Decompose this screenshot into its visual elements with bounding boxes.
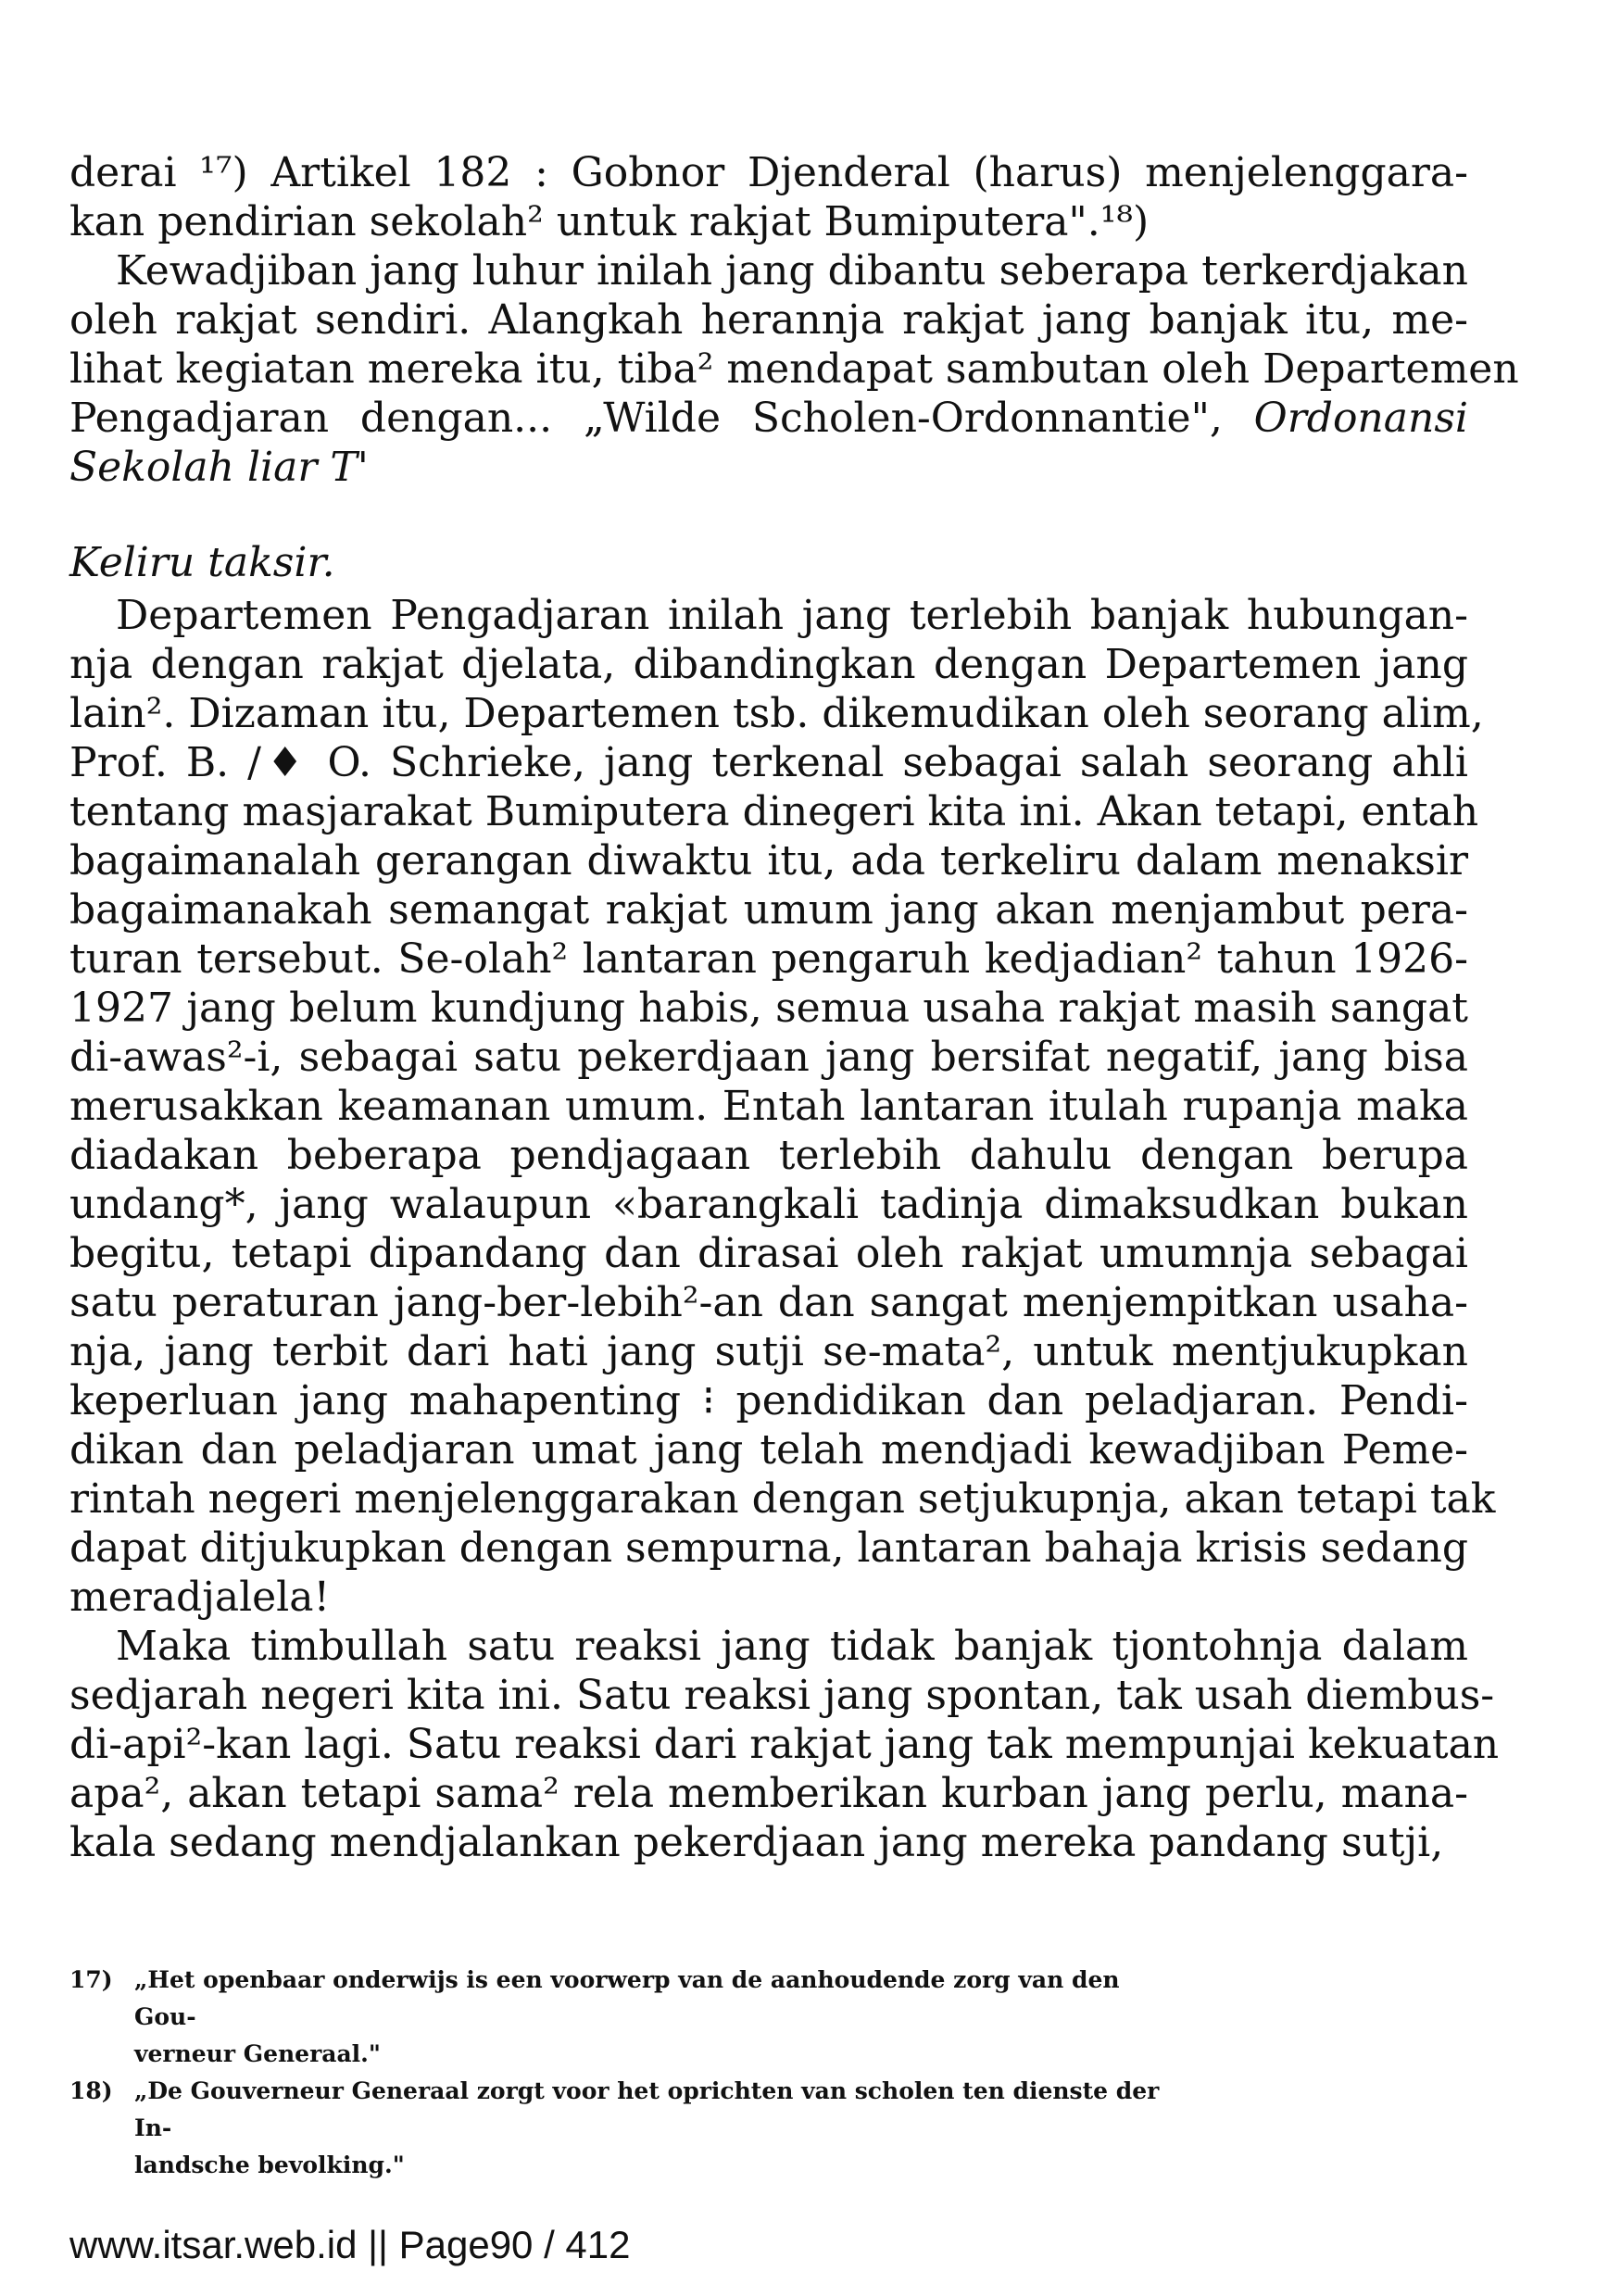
section-heading: Keliru taksir.: [69, 539, 335, 586]
paragraph-2: [69, 246, 1519, 492]
text-line: dikan dan peladjaran umat jang telah mendjadi kewadjiban Peme-: [69, 1426, 1468, 1474]
text-line: begitu, tetapi dipandang dan dirasai oleh rakjat umumnja sebagai: [69, 1230, 1468, 1277]
paragraph-3: [69, 591, 1496, 1622]
text-line: [69, 394, 1468, 443]
text-line: kan pendirian sekolah² untuk rakjat Bumiputera".¹⁸): [69, 198, 1150, 245]
footnote-line: landsche bevolking.": [134, 2152, 405, 2178]
text-line: merusakkan keamanan umum. Entah lantaran itulah rupanja maka: [69, 1083, 1468, 1130]
text-line: di-awas²-i, sebagai satu pekerdjaan jang bersifat negatif, jang bisa: [69, 1034, 1468, 1081]
footnote-number: 17): [69, 1966, 113, 1993]
text-line: sedjarah negeri kita ini. Satu reaksi jang spontan, tak usah diembus-: [69, 1672, 1495, 1719]
text-line: lihat kegiatan mereka itu, tiba² mendapat sambutan oleh Departemen: [69, 345, 1519, 393]
paragraph-4: [69, 1622, 1500, 1867]
footnote-text: [134, 2073, 1162, 2184]
text-line: dapat ditjukupkan dengan sempurna, lantaran bahaja krisis sedang: [69, 1524, 1468, 1572]
footnote-text: [134, 1962, 1162, 2073]
page-footer: www.itsar.web.id || Page90 / 412: [69, 2223, 631, 2266]
text-line: Sekolah liar T': [69, 444, 369, 491]
text-line: Kewadjiban jang luhur inilah jang dibantu seberapa terkerdjakan: [116, 247, 1468, 295]
text-line: undang*, jang walaupun «barangkali tadinja dimaksudkan bukan: [69, 1181, 1468, 1228]
text-line: meradjalela!: [69, 1574, 331, 1621]
text-line: satu peraturan jang-ber-lebih²-an dan sangat menjempitkan usaha-: [69, 1279, 1468, 1326]
text-line: nja dengan rakjat djelata, dibandingkan dengan Departemen jang: [69, 641, 1468, 688]
text-line: diadakan beberapa pendjagaan terlebih dahulu dengan berupa: [69, 1132, 1468, 1179]
footnote-line: verneur Generaal.": [134, 2040, 381, 2067]
footnotes: [69, 1962, 1162, 2184]
text-line: di-api²-kan lagi. Satu reaksi dari rakjat jang tak mempunjai kekuatan: [69, 1721, 1500, 1768]
text-line: 1927 jang belum kundjung habis, semua usaha rakjat masih sangat: [69, 985, 1468, 1032]
text-line: tentang masjarakat Bumiputera dinegeri kita ini. Akan tetapi, entah: [69, 788, 1479, 835]
text-line: lain². Dizaman itu, Departemen tsb. dikemudikan oleh seorang alim,: [69, 690, 1484, 737]
italic-term: Ordonansi: [1253, 395, 1468, 442]
text-line: rintah negeri menjelenggarakan dengan setjukupnja, akan tetapi tak: [69, 1475, 1496, 1523]
text-line: keperluan jang mahapenting ⁝ pendidikan dan peladjaran. Pendi-: [69, 1377, 1468, 1424]
text-line: turan tersebut. Se-olah² lantaran pengaruh kedjadian² tahun 1926-: [69, 935, 1468, 983]
footnote-number: 18): [69, 2077, 113, 2104]
text-line: Departemen Pengadjaran inilah jang terlebih banjak hubungan-: [116, 592, 1468, 639]
text-line: Maka timbullah satu reaksi jang tidak banjak tjontohnja dalam: [116, 1623, 1468, 1670]
footnote-line: „Het openbaar onderwijs is een voorwerp van de aanhoudende zorg van den Gou-: [134, 1966, 1120, 2030]
text-line: nja, jang terbit dari hati jang sutji se-mata², untuk mentjukupkan: [69, 1328, 1468, 1375]
footnote-18: [69, 2073, 1162, 2184]
text-line: bagaimanakah semangat rakjat umum jang akan menjambut pera-: [69, 886, 1468, 934]
text-line: oleh rakjat sendiri. Alangkah herannja rakjat jang banjak itu, me-: [69, 296, 1468, 344]
text-line: Prof. B. /♦ O. Schrieke, jang terkenal sebagai salah seorang ahli: [69, 739, 1468, 786]
text-line: bagaimanalah gerangan diwaktu itu, ada terkeliru dalam menaksir: [69, 837, 1468, 885]
paragraph-1: [69, 148, 1468, 246]
text-segment: Pengadjaran dengan... „Wilde Scholen-Ordonnantie",: [69, 395, 1254, 442]
text-line: apa², akan tetapi sama² rela memberikan kurban jang perlu, mana-: [69, 1770, 1468, 1817]
text-line: kala sedang mendjalankan pekerdjaan jang mereka pandang sutji,: [69, 1819, 1444, 1866]
footnote-line: „De Gouverneur Generaal zorgt voor het oprichten van scholen ten dienste der In-: [134, 2077, 1160, 2141]
footnote-17: [69, 1962, 1162, 2073]
text-line: derai ¹⁷) Artikel 182 : Gobnor Djenderal (harus) menjelenggara-: [69, 149, 1468, 196]
